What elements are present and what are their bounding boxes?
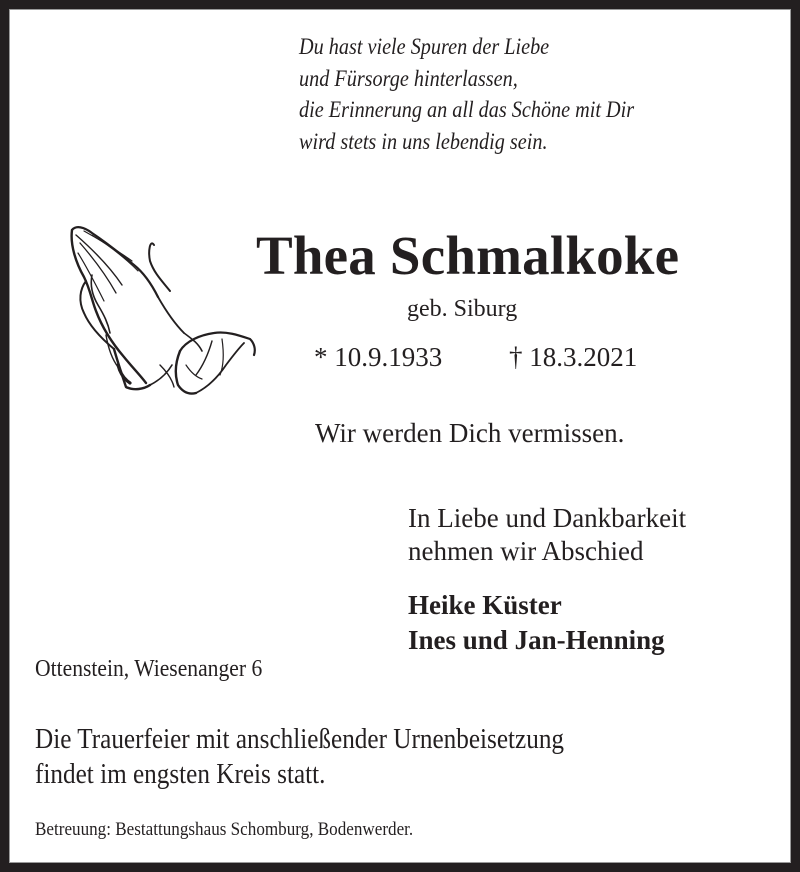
- maiden-name: geb. Siburg: [407, 296, 518, 322]
- ceremony-line: Die Trauerfeier mit anschließender Urnenbeisetzung: [35, 724, 565, 755]
- ceremony-info: [35, 722, 564, 792]
- farewell-line: nehmen wir Abschied: [408, 536, 644, 566]
- verse-line: wird stets in uns lebendig sein.: [299, 128, 548, 155]
- birth-date: * 10.9.1933: [314, 342, 443, 372]
- farewell-line: In Liebe und Dankbarkeit: [408, 503, 687, 533]
- ceremony-line: findet im engsten Kreis statt.: [35, 759, 326, 790]
- address: Ottenstein, Wiesenanger 6: [35, 656, 263, 682]
- farewell-text: [408, 502, 686, 568]
- memorial-verse: [299, 32, 634, 158]
- deceased-name: Thea Schmalkoke: [256, 225, 680, 286]
- undertaker-credit: Betreuung: Bestattungshaus Schomburg, Bodenwerder.: [35, 819, 414, 840]
- farewell-message: Wir werden Dich vermissen.: [315, 418, 625, 448]
- verse-line: Du hast viele Spuren der Liebe: [299, 34, 550, 60]
- mourner-name: Heike Küster: [408, 590, 562, 620]
- verse-line: und Fürsorge hinterlassen,: [299, 65, 518, 92]
- obituary-notice: [9, 9, 791, 863]
- mourner-name: Ines und Jan-Henning: [408, 625, 665, 655]
- mourners: [408, 588, 665, 658]
- praying-hands-icon: [62, 215, 262, 397]
- death-date: † 18.3.2021: [509, 342, 638, 372]
- verse-line: die Erinnerung an all das Schöne mit Dir: [299, 97, 635, 123]
